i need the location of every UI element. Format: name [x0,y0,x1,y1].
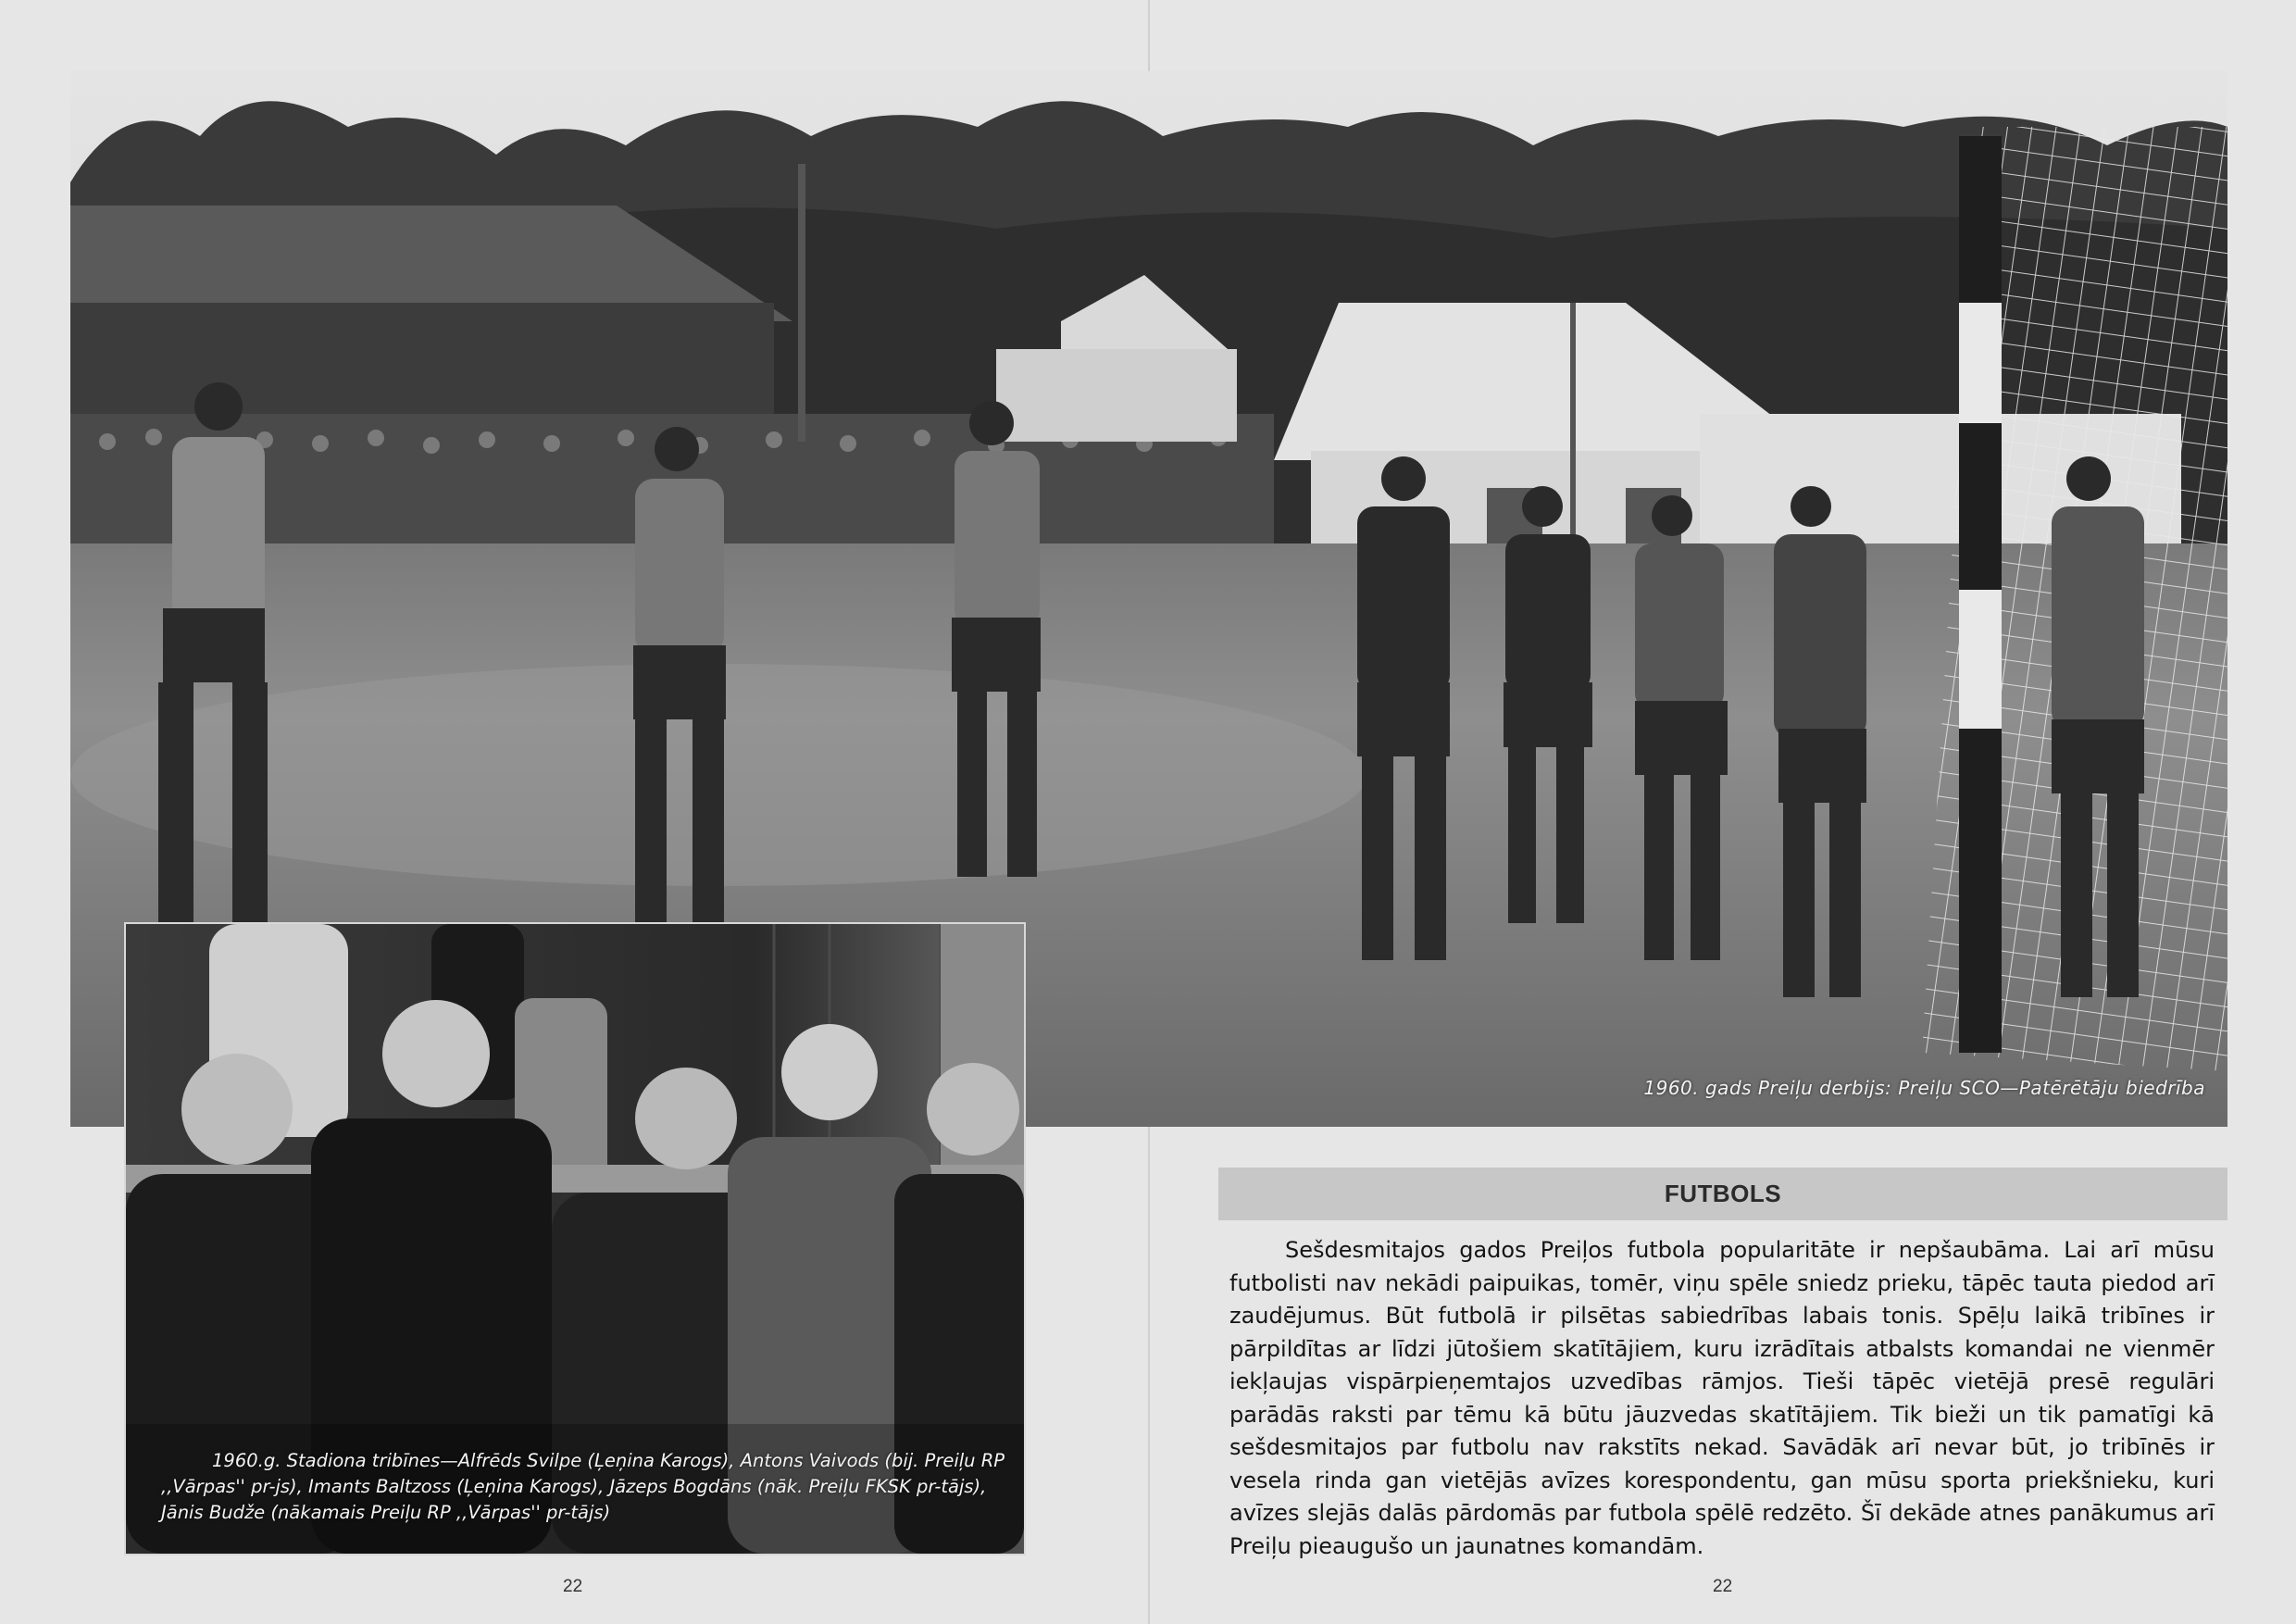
page-number-left: 22 [563,1577,583,1596]
stadium-stands-photo [126,924,1024,1554]
page-number-right: 22 [1713,1577,1733,1596]
match-photo-caption: 1960. gads Preiļu derbijs: Preiļu SCO—Patērētāju biedrība [1643,1077,2205,1099]
stands-photo-caption: 1960.g. Stadiona tribīnes—Alfrēds Svilpe (Ļeņina Karogs), Antons Vaivods (bij. Preiļu RP ,,Vārpas'' pr-js), Imants Baltzoss (Ļeņina Karogs), Jāzeps Bogdāns (nāk. Preiļu FKSK pr-tājs), Jānis Budže (nākamais Preiļu RP ,,Vārpas'' pr-tājs) [161,1450,1005,1523]
section-heading-futbols: FUTBOLS [1218,1168,2227,1220]
article-body-text: Sešdesmitajos gados Preiļos futbola popularitāte ir nepšaubāma. Lai arī mūsu futbolisti nav nekādi paipuikas, tomēr, viņu spēle sniedz prieku, tāpēc tauta piedod arī zaudējumus. Būt futbolā ir pilsētas sabiedrības labais tonis. Spēļu laikā tribīnes ir pārpildītas ar līdzi jūtošiem skatītājiem, kuru izrādītais atbalsts komandai ne vienmēr iekļaujas vispārpieņemtajos uzvedības rāmjos. Tieši tāpēc vietējā presē regulāri parādās raksti par tēmu kā būtu jāuzvedas skatītājiem. Tik bieži un tik pamatīgi kā sešdesmitajos par futbolu nav rakstīts nekad. Savādāk arī nevar būt, jo tribīnēs ir vesela rinda gan vietējās avīzes korespondentu, gan mūsu sporta priekšnieku, kuri avīzes slejās dalās pārdomās par futbola spēlē redzēto. Šī dekāde atnes panākumus arī Preiļu pieaugušo un jaunatnes komandām. [1229,1237,2215,1559]
